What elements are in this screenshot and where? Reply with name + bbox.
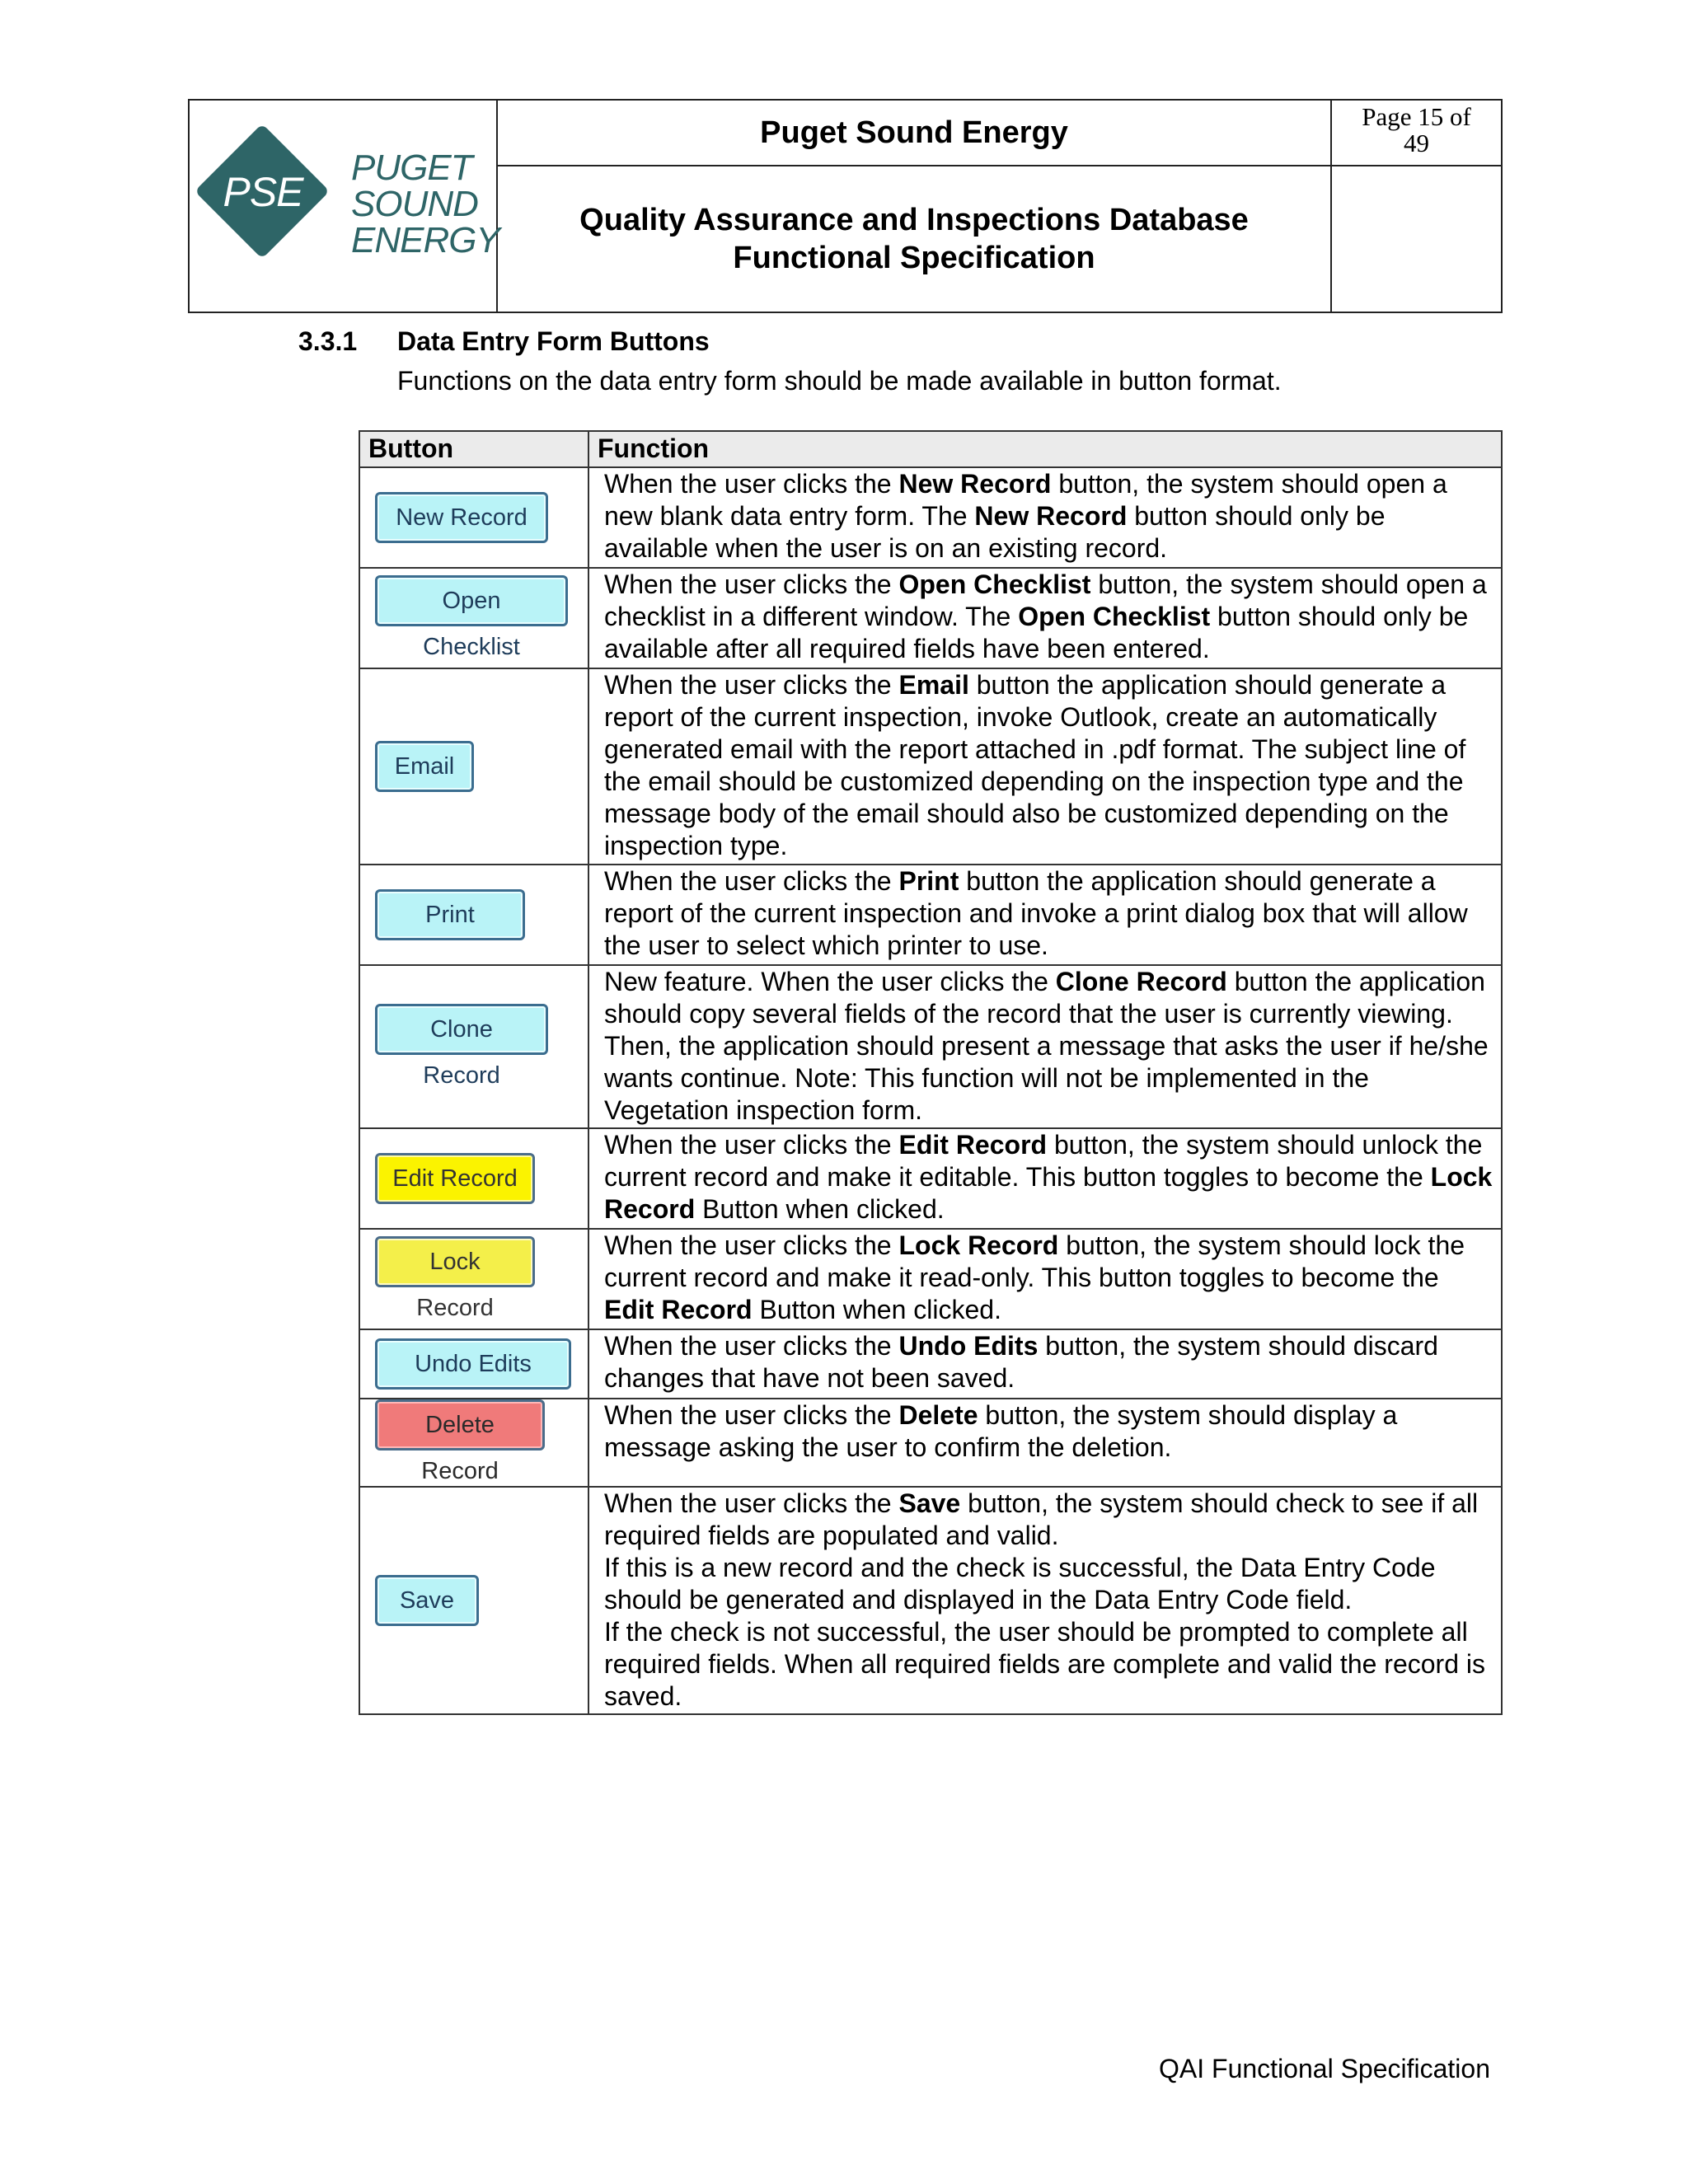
title-cell xyxy=(498,166,1330,312)
button-cell xyxy=(359,467,588,568)
text-run-bold: Open Checklist xyxy=(1018,602,1211,631)
undo-edits-button[interactable]: Undo Edits xyxy=(375,1338,571,1390)
description-paragraph xyxy=(604,1488,1493,1552)
pse-logo-mark: PSE xyxy=(223,169,303,215)
text-run: When the user clicks the xyxy=(604,670,899,700)
table-row xyxy=(359,1487,1502,1714)
edit-record-button[interactable]: Edit Record xyxy=(375,1153,535,1204)
text-run-bold: Email xyxy=(898,670,969,700)
button-cell xyxy=(359,1329,588,1399)
button-cell xyxy=(359,668,588,865)
save-button[interactable]: Save xyxy=(375,1575,479,1626)
table-header-row xyxy=(359,431,1502,467)
function-description xyxy=(588,467,1502,568)
text-run-bold: Edit Record xyxy=(898,1130,1048,1160)
column-header-button: Button xyxy=(359,431,588,467)
text-run: When the user clicks the xyxy=(604,1331,899,1361)
function-description xyxy=(588,1399,1502,1487)
text-run: When the user clicks the xyxy=(604,469,899,499)
document-title xyxy=(579,201,1249,277)
button-cell xyxy=(359,1487,588,1714)
logo-cell xyxy=(190,101,498,312)
table-row xyxy=(359,1399,1502,1487)
text-run: Button when clicked. xyxy=(752,1295,1001,1324)
text-run: button, the system should lock the current record and make it read-only. This button toggles to become the xyxy=(604,1230,1465,1292)
company-name: Puget Sound Energy xyxy=(760,115,1068,150)
text-run: button, the system should check to see if all required fields are populated and valid. xyxy=(604,1488,1479,1550)
text-run: button should only be available when the user is on an existing record. xyxy=(604,501,1386,563)
function-description xyxy=(588,1229,1502,1329)
table-row xyxy=(359,965,1502,1128)
text-run: button the application should generate a report of the current inspection and invoke a print dialog box that will allow the user to select which printer to use. xyxy=(604,866,1468,960)
text-run-bold: New Record xyxy=(898,469,1052,499)
pse-logo-wordmark xyxy=(351,150,499,259)
text-run: button the application should copy several fields of the record that the user is currently viewing. Then, the application should present a message that asks the user if he/she wants continue. Note: This function will not be implemented in the Vegetation inspection form. xyxy=(604,967,1489,1125)
print-button[interactable]: Print xyxy=(375,889,525,940)
text-run-bold: Edit Record xyxy=(604,1295,753,1324)
text-run: button should only be available after all required fields have been entered. xyxy=(604,602,1469,663)
function-description xyxy=(588,865,1502,965)
new-record-button[interactable]: New Record xyxy=(375,492,548,543)
text-run: button, the system should unlock the current record and make it editable. This button toggles to become the xyxy=(604,1130,1483,1192)
text-run: When the user clicks the xyxy=(604,1130,899,1160)
clone-record-button[interactable]: Clone Record xyxy=(375,1004,548,1055)
text-run: When the user clicks the xyxy=(604,1400,899,1430)
text-run: When the user clicks the xyxy=(604,569,899,599)
table-row xyxy=(359,568,1502,668)
description-paragraph: If the check is not successful, the user should be prompted to complete all required fields. When all required fields are complete and valid the record is saved. xyxy=(604,1617,1485,1711)
text-run-bold: New Record xyxy=(974,501,1128,531)
function-description xyxy=(588,1128,1502,1229)
button-cell xyxy=(359,568,588,668)
logo-word-3: ENERGY xyxy=(351,220,499,260)
blank-cell xyxy=(1330,166,1501,312)
description-paragraph: If this is a new record and the check is successful, the Data Entry Code should be generated and displayed in the Data Entry Code field. xyxy=(604,1553,1436,1615)
function-description xyxy=(588,1329,1502,1399)
table-row xyxy=(359,1329,1502,1399)
column-header-function: Function xyxy=(588,431,1502,467)
page-number-cell xyxy=(1330,101,1501,166)
text-run: New feature. When the user clicks the xyxy=(604,967,1056,996)
text-run: When the user clicks the xyxy=(604,1488,899,1518)
text-run-bold: Undo Edits xyxy=(898,1331,1039,1361)
function-description xyxy=(588,668,1502,865)
text-run: button, the system should discard changes that have not been saved. xyxy=(604,1331,1438,1393)
page-total: 49 xyxy=(1404,129,1429,157)
button-cell xyxy=(359,1399,588,1487)
text-run: button, the system should display a message asking the user to confirm the deletion. xyxy=(604,1400,1398,1462)
lock-record-button[interactable]: Lock Record xyxy=(375,1236,535,1287)
button-cell xyxy=(359,1229,588,1329)
function-description xyxy=(588,1487,1502,1714)
text-run: button, the system should open a new blank data entry form. The xyxy=(604,469,1447,531)
text-run-bold: Print xyxy=(898,866,959,896)
text-run: button, the system should open a checklist in a different window. The xyxy=(604,569,1487,631)
text-run-bold: Save xyxy=(898,1488,961,1518)
section-number: 3.3.1 xyxy=(298,326,358,356)
document-title-line1: Quality Assurance and Inspections Database xyxy=(579,203,1249,237)
text-run-bold: Clone Record xyxy=(1055,967,1227,996)
text-run: When the user clicks the xyxy=(604,1230,899,1260)
text-run: When the user clicks the xyxy=(604,866,899,896)
email-button[interactable]: Email xyxy=(375,741,474,792)
table-row xyxy=(359,1229,1502,1329)
page-footer: QAI Functional Specification xyxy=(1159,2054,1490,2083)
table-row xyxy=(359,467,1502,568)
page-label: Page 15 of xyxy=(1362,102,1471,131)
delete-record-button[interactable]: Delete Record xyxy=(375,1399,545,1451)
text-run-bold: Delete xyxy=(898,1400,978,1430)
text-run-bold: Open Checklist xyxy=(898,569,1091,599)
table-row xyxy=(359,1128,1502,1229)
logo-word-2: SOUND xyxy=(351,184,478,224)
document-header xyxy=(188,99,1503,313)
text-run-bold: Lock Record xyxy=(898,1230,1059,1260)
function-description xyxy=(588,965,1502,1128)
button-cell xyxy=(359,965,588,1128)
section-title: Data Entry Form Buttons xyxy=(397,326,710,356)
function-description xyxy=(588,568,1502,668)
table-row xyxy=(359,668,1502,865)
button-function-table xyxy=(359,430,1503,1715)
company-cell xyxy=(498,101,1330,166)
text-run: Button when clicked. xyxy=(695,1194,945,1224)
table-row xyxy=(359,865,1502,965)
text-run-bold: Lock Record xyxy=(604,1162,1493,1224)
section-intro: Functions on the data entry form should be made available in button format. xyxy=(397,366,1282,396)
button-cell xyxy=(359,1128,588,1229)
button-cell xyxy=(359,865,588,965)
open-checklist-button[interactable]: Open Checklist xyxy=(375,575,568,626)
text-run: button the application should generate a report of the current inspection, invoke Outlook, create an automatically generated email with the report attached in .pdf format. The subject line of the email should be customized depending on the inspection type and the message body of the email should also be customized depending on the inspection type. xyxy=(604,670,1466,860)
logo-word-1: PUGET xyxy=(351,148,472,188)
document-title-line2: Functional Specification xyxy=(733,241,1095,275)
